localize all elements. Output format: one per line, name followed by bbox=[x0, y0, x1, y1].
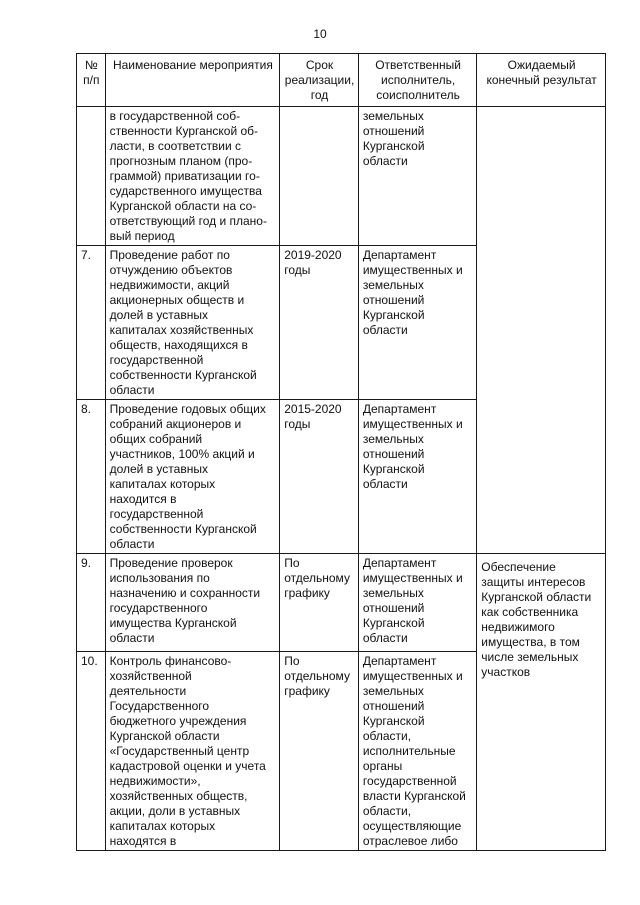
row-number: 10. bbox=[77, 652, 106, 851]
row-number bbox=[77, 107, 106, 246]
measure-term bbox=[280, 107, 359, 246]
measures-table bbox=[76, 53, 606, 851]
header-expected-result: Ожидаемый конечный результат bbox=[477, 54, 606, 107]
measure-term: 2019-2020 годы bbox=[280, 246, 359, 400]
measure-responsible: Департамент имущественных и земельных отношений Курганской области, исполнительные органы государственной власти Курганской области, осуществляющие отраслевое либо bbox=[358, 652, 476, 851]
expected-result-lower: Обеспечение защиты интересов Курганской области как собственника недвижимого имущества, в том числе земельных участков bbox=[477, 554, 606, 851]
measure-responsible: Департамент имущественных и земельных отношений Курганской области bbox=[358, 554, 476, 652]
header-responsible: Ответственный исполнитель, соисполнитель bbox=[358, 54, 476, 107]
measure-term: По отдельному графику bbox=[280, 652, 359, 851]
measure-name: Контроль финансово- хозяйственной деятельности Государственного бюджетного учреждения Курганской области «Государственный центр кадастровой оценки и учета недвижимости», хозяйственных обществ, акции, доли в уставных капиталах которых находятся в bbox=[105, 652, 280, 851]
table-header-row bbox=[77, 54, 606, 107]
table-row bbox=[77, 554, 606, 652]
header-number: № п/п bbox=[77, 54, 106, 107]
measure-term: По отдельному графику bbox=[280, 554, 359, 652]
measure-name: Проведение годовых общих собраний акционеров и общих собраний участников, 100% акций и долей в уставных капиталах которых находится в государственной собственности Курганской области bbox=[105, 400, 280, 554]
measure-name: Проведение проверок использования по назначению и сохранности государственного имущества Курганской области bbox=[105, 554, 280, 652]
header-term: Срок реализации, год bbox=[280, 54, 359, 107]
measure-responsible: земельных отношений Курганской области bbox=[358, 107, 476, 246]
expected-result-upper bbox=[477, 107, 606, 554]
measure-responsible: Департамент имущественных и земельных отношений Курганской области bbox=[358, 246, 476, 400]
measure-name: в государственной соб- ственности Курганской об- ласти, в соответствии с прогнозным планом (про- граммой) приватизации го- сударственного имущества Курганской области на со- ответствующий год и плано- вый период bbox=[105, 107, 280, 246]
row-number: 8. bbox=[77, 400, 106, 554]
measure-term: 2015-2020 годы bbox=[280, 400, 359, 554]
row-number: 7. bbox=[77, 246, 106, 400]
page-number: 10 bbox=[313, 27, 327, 41]
measure-responsible: Департамент имущественных и земельных отношений Курганской области bbox=[358, 400, 476, 554]
table-row bbox=[77, 107, 606, 246]
row-number: 9. bbox=[77, 554, 106, 652]
measure-name: Проведение работ по отчуждению объектов недвижимости, акций акционерных обществ и долей в уставных капиталах хозяйственных обществ, находящихся в государственной собственности Курганской области bbox=[105, 246, 280, 400]
header-measure-name: Наименование мероприятия bbox=[105, 54, 280, 107]
